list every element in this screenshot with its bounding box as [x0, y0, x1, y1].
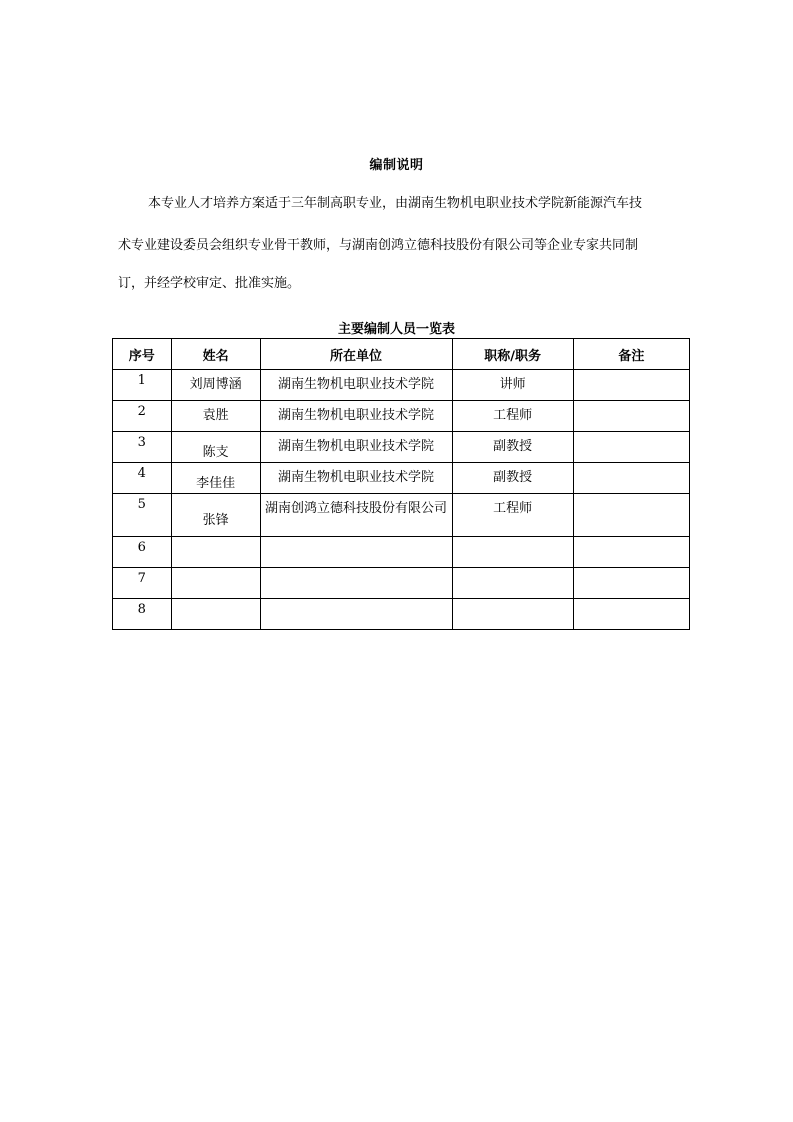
cell-name	[171, 537, 260, 568]
cell-unit: 湖南生物机电职业技术学院	[260, 370, 452, 401]
table-row	[113, 537, 690, 568]
document-title: 编制说明	[369, 158, 424, 173]
cell-no: 6	[113, 537, 172, 568]
cell-title	[452, 568, 573, 599]
cell-unit	[260, 537, 452, 568]
cell-title: 副教授	[452, 432, 573, 463]
description-line-2: 术专业建设委员会组织专业骨干教师，与湖南创鸿立德科技股份有限公司等企业专家共同制	[118, 238, 639, 253]
cell-title: 副教授	[452, 463, 573, 494]
cell-title: 工程师	[452, 494, 573, 537]
staff-table	[112, 338, 690, 630]
cell-note	[573, 401, 689, 432]
cell-name: 陈支	[171, 432, 260, 463]
header-no: 序号	[113, 339, 172, 370]
table-row	[113, 432, 690, 463]
cell-unit: 湖南生物机电职业技术学院	[260, 463, 452, 494]
header-unit: 所在单位	[260, 339, 452, 370]
cell-no: 3	[113, 432, 172, 463]
cell-unit: 湖南生物机电职业技术学院	[260, 432, 452, 463]
cell-title	[452, 537, 573, 568]
cell-note	[573, 463, 689, 494]
description-line-3: 订，并经学校审定、批准实施。	[118, 276, 301, 291]
cell-note	[573, 537, 689, 568]
cell-name: 李佳佳	[171, 463, 260, 494]
cell-unit	[260, 599, 452, 630]
cell-name: 袁胜	[171, 401, 260, 432]
table-row	[113, 401, 690, 432]
cell-no: 4	[113, 463, 172, 494]
cell-unit: 湖南创鸿立德科技股份有限公司	[260, 494, 452, 537]
cell-no: 7	[113, 568, 172, 599]
description-line-1: 本专业人才培养方案适于三年制高职专业，由湖南生物机电职业技术学院新能源汽车技	[148, 196, 643, 211]
cell-title: 讲师	[452, 370, 573, 401]
cell-note	[573, 494, 689, 537]
header-note: 备注	[573, 339, 689, 370]
table-row	[113, 494, 690, 537]
table-header-row	[113, 339, 690, 370]
cell-no: 8	[113, 599, 172, 630]
cell-title: 工程师	[452, 401, 573, 432]
cell-note	[573, 599, 689, 630]
table-title: 主要编制人员一览表	[337, 322, 455, 337]
cell-name	[171, 568, 260, 599]
cell-name: 刘周博涵	[171, 370, 260, 401]
table-row	[113, 599, 690, 630]
cell-no: 1	[113, 370, 172, 401]
cell-note	[573, 568, 689, 599]
cell-unit	[260, 568, 452, 599]
cell-name	[171, 599, 260, 630]
cell-note	[573, 370, 689, 401]
header-title: 职称/职务	[452, 339, 573, 370]
cell-unit: 湖南生物机电职业技术学院	[260, 401, 452, 432]
cell-name: 张锋	[171, 494, 260, 537]
header-name: 姓名	[171, 339, 260, 370]
cell-no: 5	[113, 494, 172, 537]
cell-no: 2	[113, 401, 172, 432]
cell-title	[452, 599, 573, 630]
table-row	[113, 463, 690, 494]
cell-note	[573, 432, 689, 463]
table-row	[113, 370, 690, 401]
table-row	[113, 568, 690, 599]
